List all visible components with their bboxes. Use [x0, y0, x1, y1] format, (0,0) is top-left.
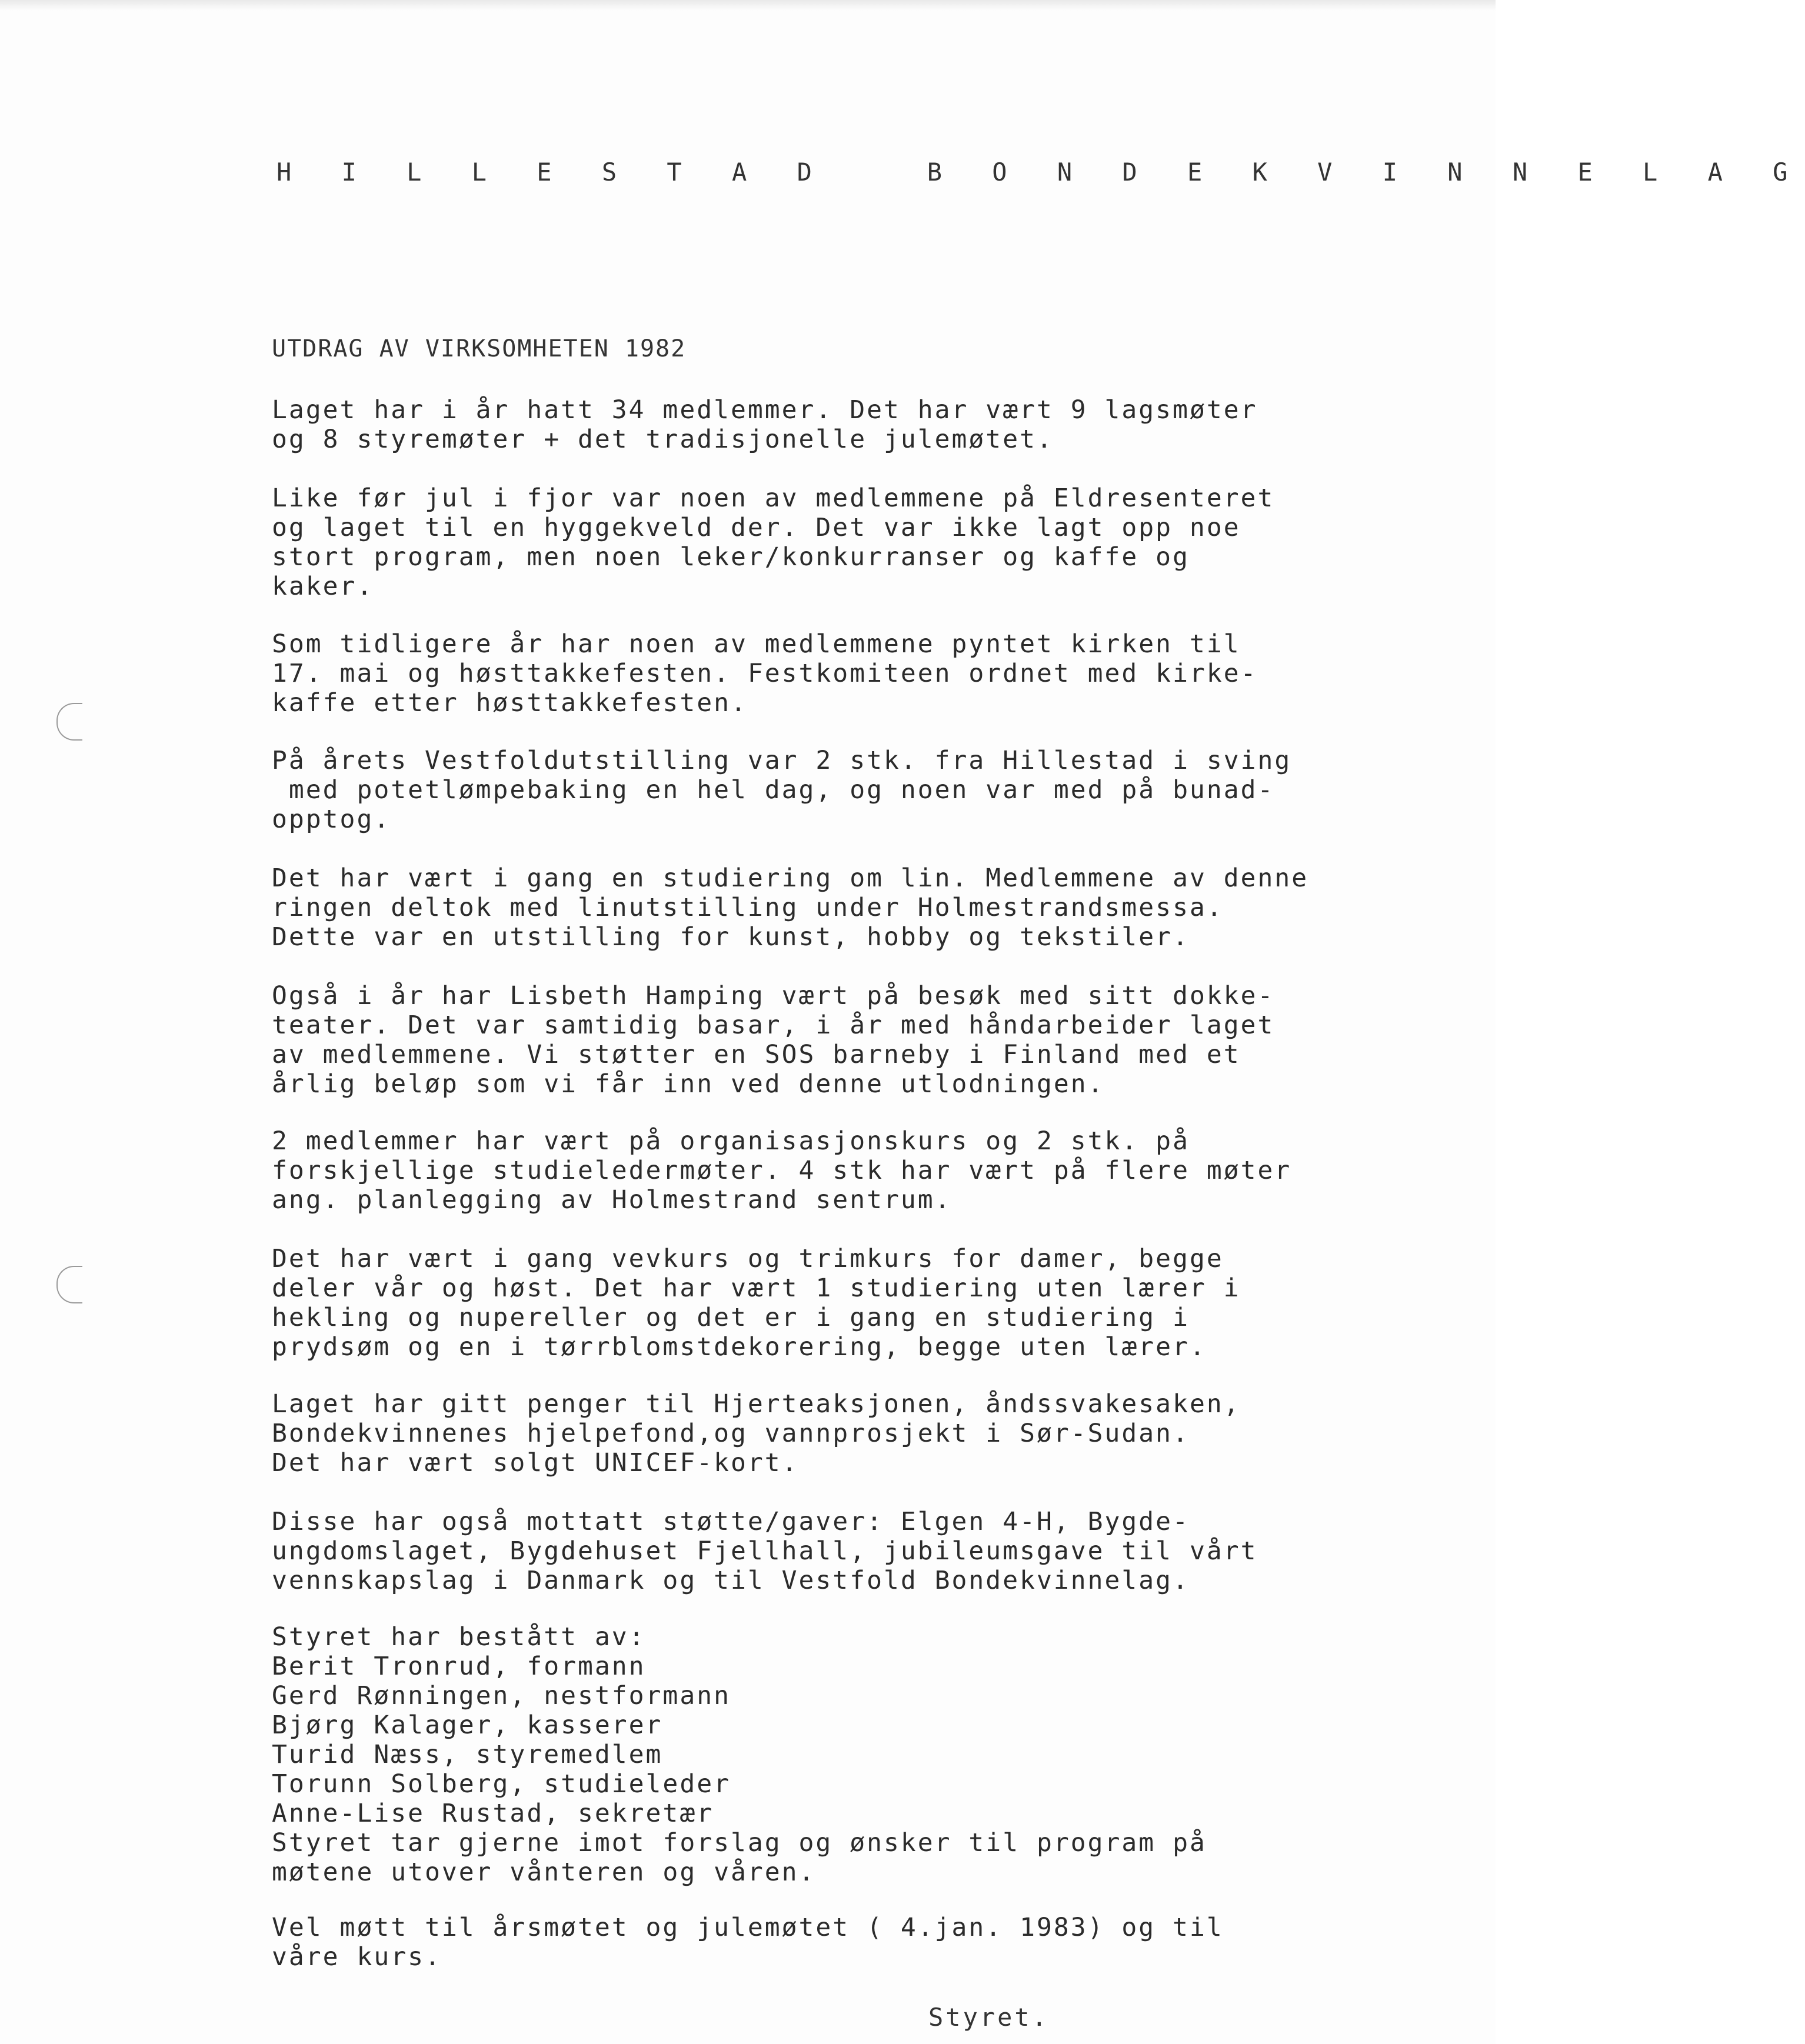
paragraph-vevkurs: Det har vært i gang vevkurs og trimkurs for damer, begge deler vår og høst. Det har vært 1 studiering uten lærer i hekling og nupereller og det er i gang en studiering i prydsøm og en i tørrblomstdekorering, begge uten lærer.: [272, 1244, 1241, 1362]
scan-top-shadow: [0, 0, 1496, 11]
report-heading: UTDRAG AV VIRKSOMHETEN 1982: [272, 335, 687, 362]
paragraph-eldresenteret: Like før jul i fjor var noen av medlemmene på Eldresenteret og laget til en hyggekveld der. Det var ikke lagt opp noe stort program, men noen leker/konkurranser og kaffe og kaker.: [272, 484, 1275, 601]
paragraph-donations: Laget har gitt penger til Hjerteaksjonen, åndssvakesaken, Bondekvinnenes hjelpefond,og vannprosjekt i Sør-Sudan. Det har vært solgt UNICEF-kort.: [272, 1389, 1241, 1478]
paragraph-support-gifts: Disse har også mottatt støtte/gaver: Elgen 4-H, Bygde- ungdomslaget, Bygdehuset Fjellhall, jubileumsgave til vårt vennskapslag i Danmark og til Vestfold Bondekvinnelag.: [272, 1507, 1258, 1595]
paragraph-board-members: Styret har bestått av: Berit Tronrud, formann Gerd Rønningen, nestformann Bjørg Kalager, kasserer Turid Næss, styremedlem Torunn Solberg, studieleder Anne-Lise Rustad, sekretær Styret tar gjerne imot forslag og ønsker til program på møtene utover vånteren og våren.: [272, 1622, 1207, 1887]
paragraph-membership: Laget har i år hatt 34 medlemmer. Det har vært 9 lagsmøter og 8 styremøter + det tradisjonelle julemøtet.: [272, 395, 1258, 454]
punch-hole-mark-lower: [56, 1266, 82, 1303]
paragraph-courses: 2 medlemmer har vært på organisasjonskurs og 2 stk. på forskjellige studieledermøter. 4 stk har vært på flere møter ang. planlegging av Holmestrand sentrum.: [272, 1126, 1292, 1215]
paragraph-dokketeater: Også i år har Lisbeth Hamping vært på besøk med sitt dokke- teater. Det var samtidig basar, i år med håndarbeider laget av medlemmene. Vi støtter en SOS barneby i Finland med et årlig beløp som vi får inn ved denne utlodningen.: [272, 981, 1275, 1099]
paragraph-church-decoration: Som tidligere år har noen av medlemmene pyntet kirken til 17. mai og høsttakkefesten. Festkomiteen ordnet med kirke- kaffe etter høsttakkefesten.: [272, 629, 1258, 718]
organization-title: H I L L E S T A D B O N D E K V I N N E L A G: [277, 158, 1805, 186]
punch-hole-mark-upper: [56, 703, 82, 741]
paragraph-lin-studiering: Det har vært i gang en studiering om lin. Medlemmene av denne ringen deltok med linutstilling under Holmestrandsmessa. Dette var en utstilling for kunst, hobby og tekstiler.: [272, 863, 1309, 952]
signoff: Styret.: [928, 2003, 1050, 2032]
paragraph-closing: Vel møtt til årsmøtet og julemøtet ( 4.jan. 1983) og til våre kurs.: [272, 1913, 1224, 1972]
paragraph-vestfoldutstilling: På årets Vestfoldutstilling var 2 stk. fra Hillestad i sving med potetlømpebaking en hel dag, og noen var med på bunad- opptog.: [272, 746, 1292, 834]
